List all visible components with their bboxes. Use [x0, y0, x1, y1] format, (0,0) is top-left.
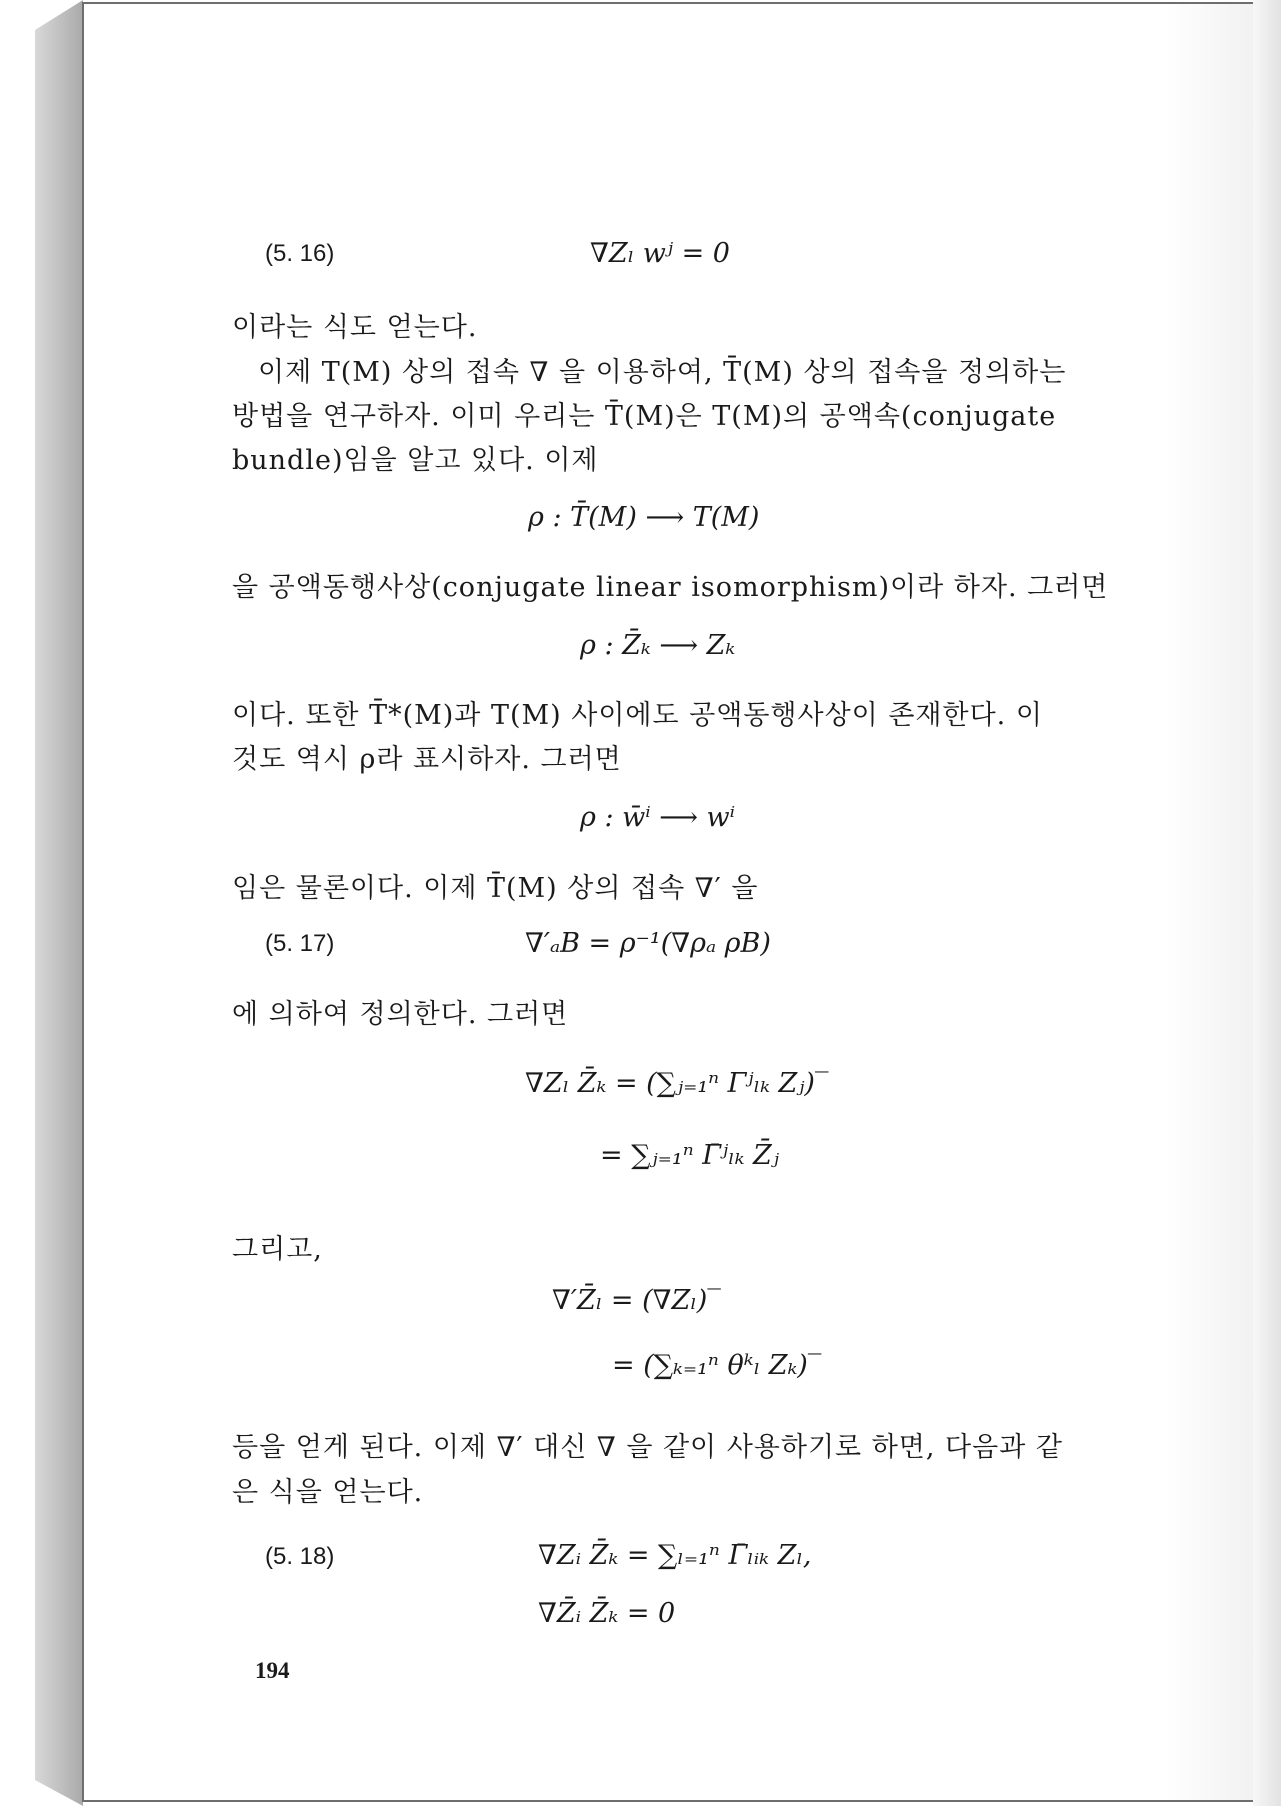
text-line-10: 그리고, [232, 1234, 323, 1265]
text-line-5: 을 공액동행사상(conjugate linear isomorphism)이라 하자. 그러면 [232, 572, 1109, 603]
equation-number-5-17: (5. 17) [265, 930, 335, 957]
equation-5-18-line-2: ∇Z̄ᵢ Z̄ₖ = 0 [538, 1598, 676, 1629]
equation-number-5-16: (5. 16) [265, 240, 335, 267]
text-line-12: 은 식을 얻는다. [232, 1477, 424, 1508]
book-spine [35, 0, 84, 1806]
text-line-3: 방법을 연구하자. 이미 우리는 T̄(M)은 T(M)의 공액속(conjugate [232, 401, 1057, 432]
text-line-9: 에 의하여 정의한다. 그러면 [232, 999, 569, 1030]
equation-5-17: ∇′ₐB = ρ⁻¹(∇ρₐ ρB) [525, 928, 771, 959]
equation-rho-frame: ρ : Z̄ₖ ⟶ Zₖ [580, 630, 736, 661]
text-line-6: 이다. 또한 T̄*(M)과 T(M) 사이에도 공액동행사상이 존재한다. 이 [232, 700, 1043, 731]
text-line-1: 이라는 식도 얻는다. [232, 312, 478, 343]
text-line-7: 것도 역시 ρ라 표시하자. 그러면 [232, 744, 622, 775]
equation-5-16: ∇Zₗ wʲ = 0 [590, 238, 730, 269]
text-line-8: 임은 물론이다. 이제 T̄(M) 상의 접속 ∇′ 을 [232, 873, 759, 904]
equation-rho-bundle: ρ : T̄(M) ⟶ T(M) [528, 502, 760, 533]
equation-connection-line-2: = ∑ⱼ₌₁ⁿ Γ̄ʲₗₖ Z̄ⱼ [600, 1140, 779, 1171]
text-line-4: bundle)임을 알고 있다. 이제 [232, 445, 599, 476]
page-edge-shadow [1253, 0, 1281, 1806]
equation-rho-coframe: ρ : w̄ⁱ ⟶ wⁱ [580, 802, 736, 833]
text-line-2: 이제 T(M) 상의 접속 ∇ 을 이용하여, T̄(M) 상의 접속을 정의하는 [258, 357, 1067, 388]
equation-number-5-18: (5. 18) [265, 1543, 335, 1570]
equation-dual-line-1: ∇′Z̄ₗ = (∇Zₗ)‾ [552, 1285, 721, 1316]
equation-5-18-line-1: ∇Zᵢ Z̄ₖ = ∑ₗ₌₁ⁿ Γ̄ₗᵢₖ Zₗ, [538, 1540, 812, 1571]
equation-connection-line-1: ∇Zₗ Z̄ₖ = (∑ⱼ₌₁ⁿ Γʲₗₖ Zⱼ)‾ [525, 1068, 829, 1099]
equation-dual-line-2: = (∑ₖ₌₁ⁿ θᵏₗ Zₖ)‾ [612, 1350, 822, 1381]
text-line-11: 등을 얻게 된다. 이제 ∇′ 대신 ∇ 을 같이 사용하기로 하면, 다음과 같 [232, 1432, 1063, 1463]
page-number: 194 [255, 1658, 290, 1683]
